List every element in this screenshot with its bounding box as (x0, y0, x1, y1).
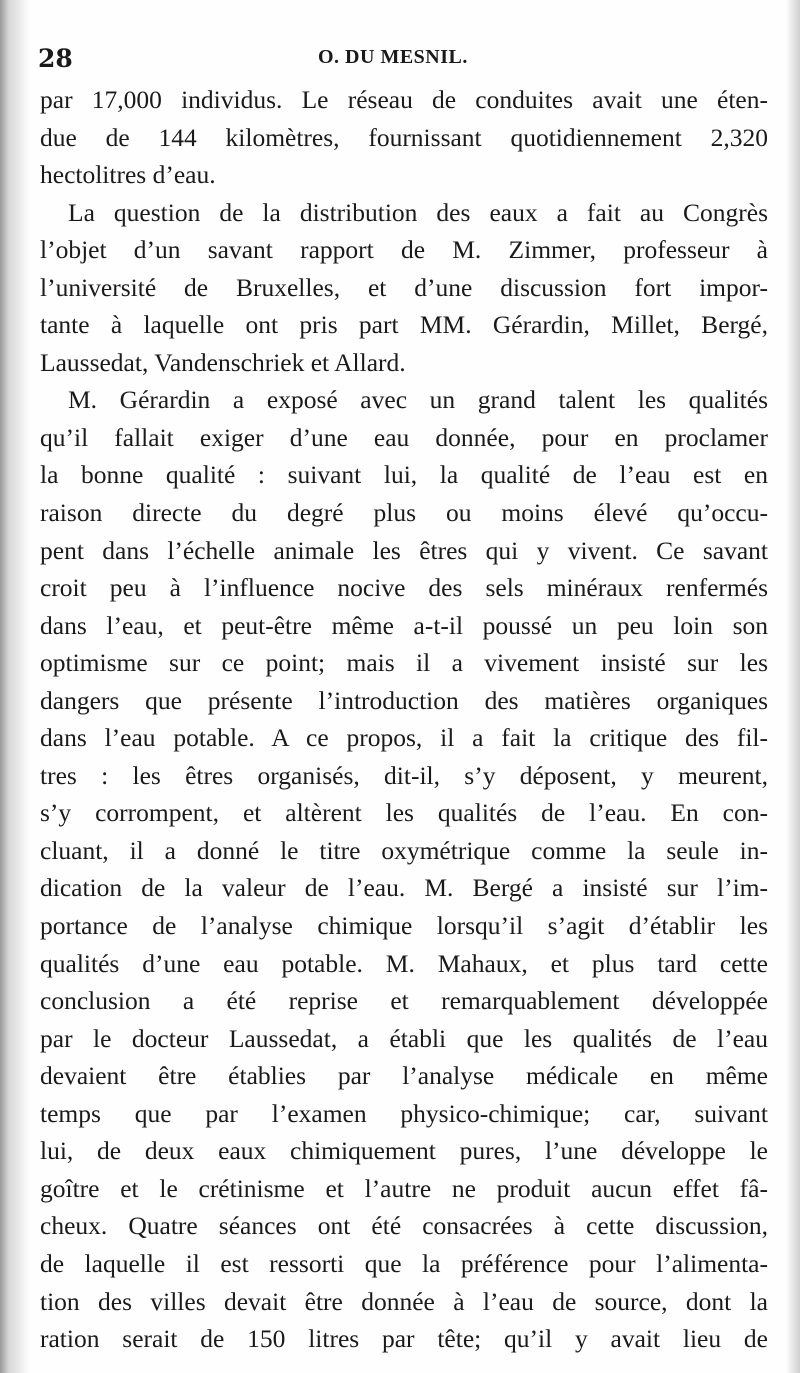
page-binding-shadow (0, 0, 30, 1373)
text-line: dication de la valeur de l’eau. M. Bergé a insisté sur l’im- (40, 873, 768, 903)
text-line: la bonne qualité : suivant lui, la qualité de l’eau est en (40, 460, 768, 490)
text-line: tante à laquelle ont pris part MM. Gérardin, Millet, Bergé, (40, 310, 768, 340)
text-line: l’université de Bruxelles, et d’une discussion fort impor- (40, 272, 768, 302)
text-line: dans l’eau, et peut-être même a-t-il poussé un peu loin son (40, 610, 768, 640)
page-header (38, 38, 768, 78)
body-text (40, 81, 768, 1358)
text-line: M. Gérardin a exposé avec un grand talent les qualités (68, 385, 768, 415)
text-line: due de 144 kilomètres, fournissant quotidiennement 2,320 (40, 122, 768, 152)
text-line: Laussedat, Vandenschriek et Allard. (40, 347, 406, 377)
text-line: lui, de deux eaux chimiquement pures, l’une développe le (40, 1136, 768, 1166)
text-line: qualités d’une eau potable. M. Mahaux, et plus tard cette (40, 948, 768, 978)
page-edge-shadow (786, 0, 800, 1373)
text-line: s’y corrompent, et altèrent les qualités de l’eau. En con- (40, 798, 768, 828)
text-line: par le docteur Laussedat, a établi que les qualités de l’eau (40, 1023, 768, 1053)
text-line: dangers que présente l’introduction des matières organiques (40, 685, 768, 715)
text-line: pent dans l’échelle animale les êtres qui y vivent. Ce savant (40, 535, 768, 565)
text-line: raison directe du degré plus ou moins élevé qu’occu- (40, 498, 768, 528)
text-line: tion des villes devait être donnée à l’eau de source, dont la (40, 1286, 768, 1316)
text-line: qu’il fallait exiger d’une eau donnée, pour en proclamer (40, 422, 768, 452)
text-line: de laquelle il est ressorti que la préférence pour l’alimenta- (40, 1248, 768, 1278)
text-line: croit peu à l’influence nocive des sels minéraux renfermés (40, 573, 768, 603)
text-line: tres : les êtres organisés, dit-il, s’y déposent, y meurent, (40, 760, 768, 790)
text-line: La question de la distribution des eaux a fait au Congrès (68, 197, 768, 227)
page-number: 28 (38, 44, 73, 73)
text-line: optimisme sur ce point; mais il a vivement insisté sur les (40, 648, 768, 678)
text-line: temps que par l’examen physico-chimique; car, suivant (40, 1098, 768, 1128)
text-line: portance de l’analyse chimique lorsqu’il s’agit d’établir les (40, 911, 768, 941)
text-line: ration serait de 150 litres par tête; qu’il y avait lieu de (40, 1324, 768, 1354)
text-line: dans l’eau potable. A ce propos, il a fait la critique des fil- (40, 723, 768, 753)
text-line: hectolitres d’eau. (40, 160, 216, 190)
text-line: conclusion a été reprise et remarquablement développée (40, 986, 768, 1016)
text-line: l’objet d’un savant rapport de M. Zimmer, professeur à (40, 235, 768, 265)
text-line: cheux. Quatre séances ont été consacrées à cette discussion, (40, 1211, 768, 1241)
text-line: cluant, il a donné le titre oxymétrique comme la seule in- (40, 835, 768, 865)
running-head: O. DU MESNIL. (318, 46, 468, 68)
text-line: par 17,000 individus. Le réseau de conduites avait une éten- (40, 85, 768, 114)
text-line: goître et le crétinisme et l’autre ne produit aucun effet fâ- (40, 1173, 768, 1203)
text-line: devaient être établies par l’analyse médicale en même (40, 1061, 768, 1091)
